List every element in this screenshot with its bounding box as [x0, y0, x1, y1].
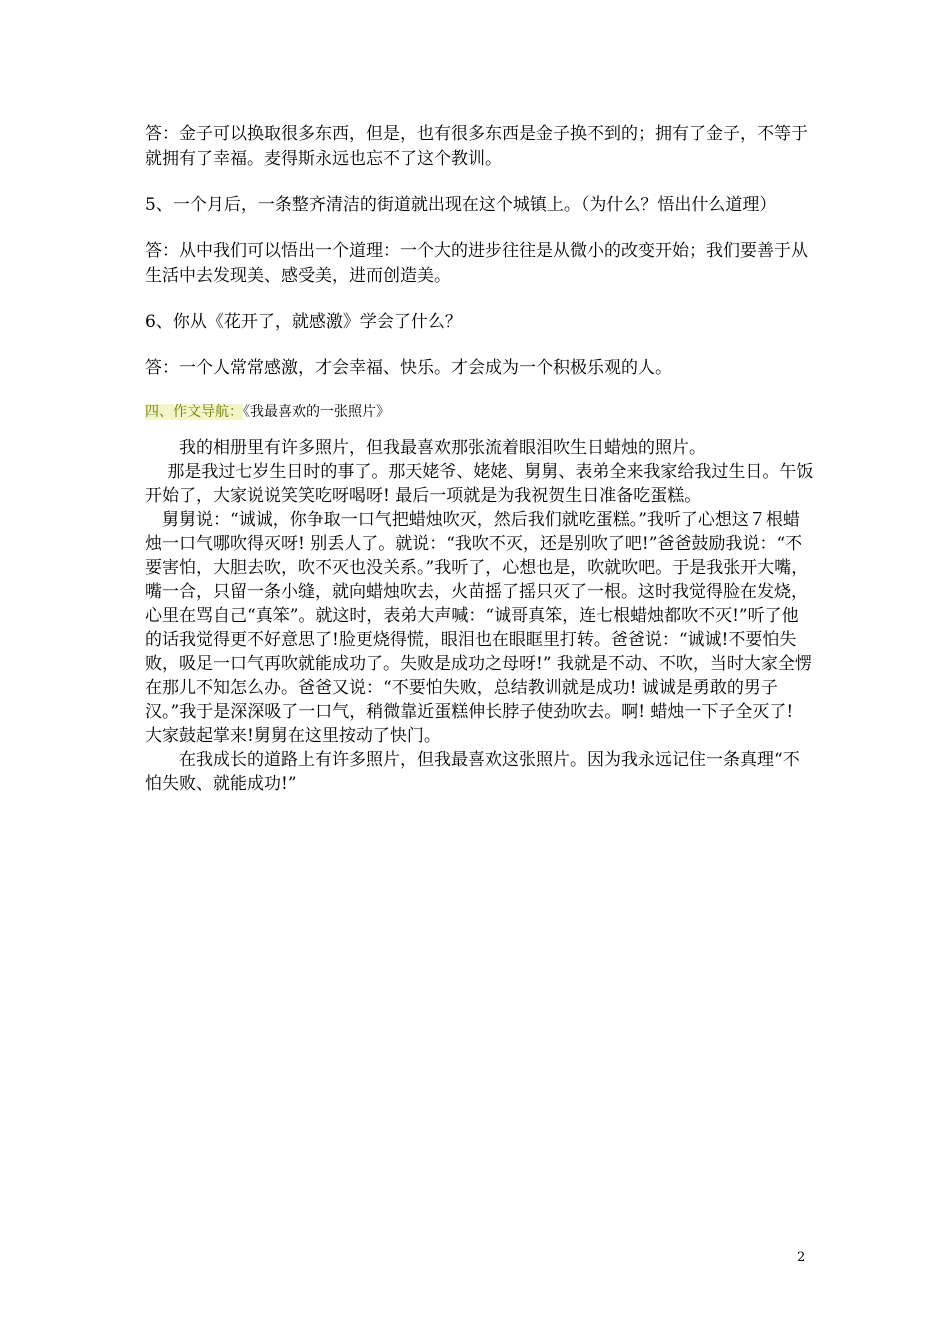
page-content	[145, 122, 815, 796]
essay-paragraph: 在我成长的道路上有许多照片，但我最喜欢这张照片。因为我永远记住一条真理“不怕失败、就能成功!”	[145, 750, 800, 794]
section-title: 《我最喜欢的一张照片》	[243, 404, 390, 420]
section-heading	[145, 402, 815, 422]
essay	[145, 436, 815, 796]
page-number: 2	[797, 1250, 806, 1265]
answer-5: 答：从中我们可以悟出一个道理：一个大的进步往往是从微小的改变开始；我们要善于从生活中去发现美、感受美，进而创造美。	[145, 241, 808, 286]
answer-6: 答：一个人常常感激，才会幸福、快乐。才会成为一个积极乐观的人。	[145, 358, 672, 378]
essay-paragraph: 我的相册里有许多照片，但我最喜欢那张流着眼泪吹生日蜡烛的照片。	[145, 438, 706, 458]
essay-paragraph: 舅舅说：“诚诚，你争取一口气把蜡烛吹灭，然后我们就吃蛋糕。”我听了心想这７根蜡烛一口气哪吹得灭呀! 别丢人了。就说：“我吹不灭，还是别吹了吧!”爸爸鼓励我说：“不要害怕，大胆去吹，吹不灭也没关系。”我听了，心想也是，吹就吹吧。于是我张开大嘴，嘴一合，只留一条小缝，就向蜡烛吹去，火苗摇了摇只灭了一根。这时我觉得脸在发烧，心里在骂自己“真笨”。就这时，表弟大声喊：“诚哥真笨，连七根蜡烛都吹不灭!”听了他的话我觉得更不好意思了!脸更烧得慌，眼泪也在眼眶里打转。爸爸说：“诚诚!不要怕失败，吸足一口气再吹就能成功了。失败是成功之母呀!” 我就是不动、不吹，当时大家全愣在那儿不知怎么办。爸爸又说：“不要怕失败，总结教训就是成功! 诚诚是勇敢的男子汉。”我于是深深吸了一口气，稍微靠近蛋糕伸长脖子使劲吹去。啊! 蜡烛一下子全灭了! 大家鼓起掌来!舅舅在这里按动了快门。	[145, 510, 812, 746]
question-6: 6、你从《花开了，就感激》学会了什么？	[145, 312, 462, 332]
question-5: 5、一个月后，一条整齐清洁的街道就出现在这个城镇上。（为什么？悟出什么道理）	[145, 195, 777, 215]
answer-4: 答：金子可以换取很多东西，但是，也有很多东西是金子换不到的；拥有了金子，不等于就拥有了幸福。麦得斯永远也忘不了这个教训。	[145, 124, 808, 169]
section-label: 四、作文导航：	[145, 404, 243, 420]
essay-paragraph: 那是我过七岁生日时的事了。那天姥爷、姥姥、舅舅、表弟全来我家给我过生日。午饭开始了，大家说说笑笑吃呀喝呀! 最后一项就是为我祝贺生日准备吃蛋糕。	[145, 462, 814, 506]
